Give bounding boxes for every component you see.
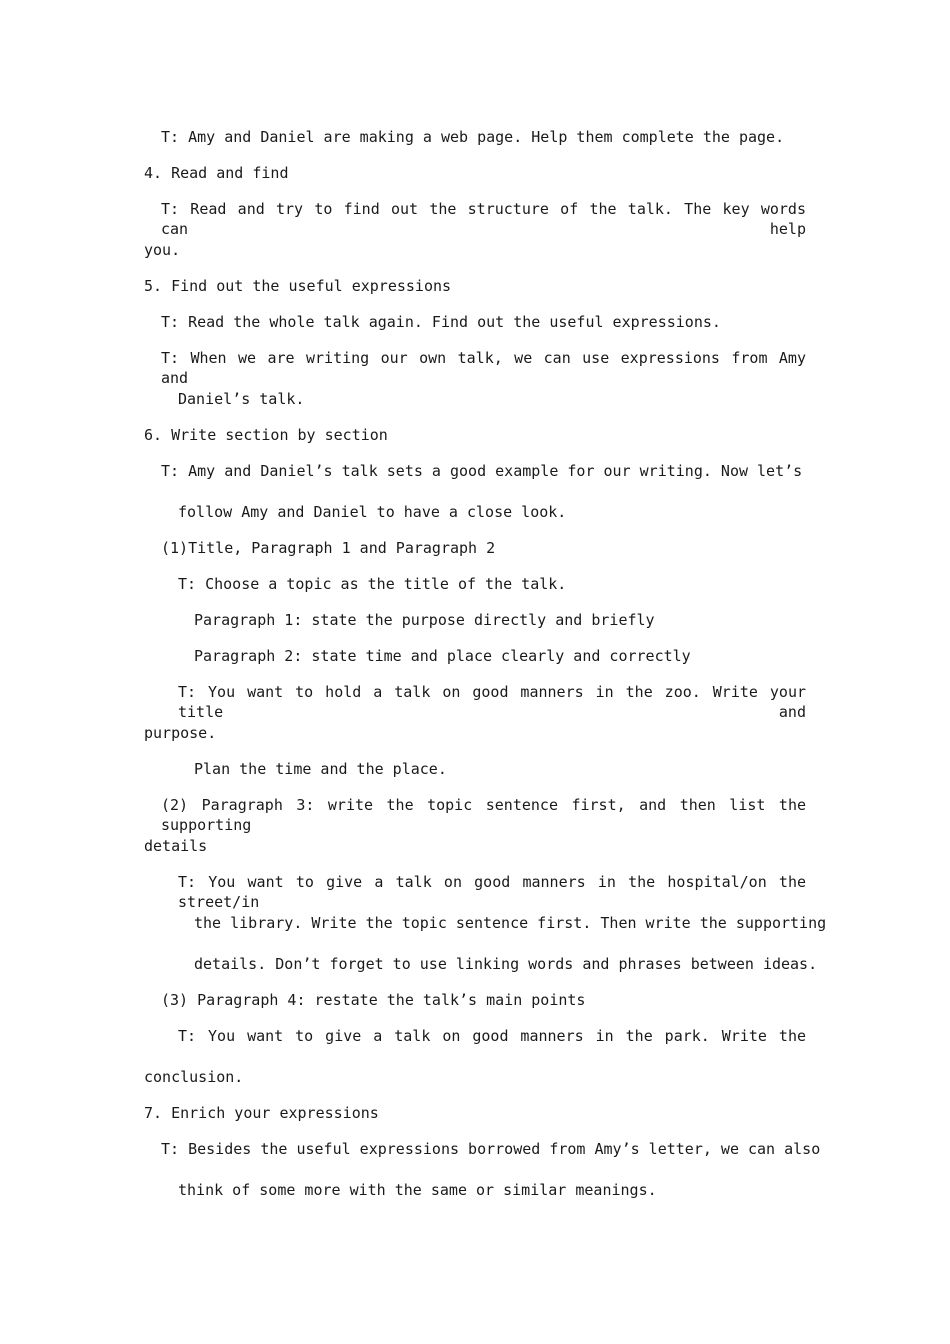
- text-line: purpose.: [144, 724, 217, 742]
- step-heading: 4. Read and find: [144, 164, 289, 182]
- step-heading: 7. Enrich your expressions: [144, 1104, 379, 1122]
- text-line: conclusion.: [144, 1068, 244, 1086]
- text-line: details: [144, 837, 208, 855]
- step-heading: 5. Find out the useful expressions: [144, 277, 452, 295]
- sub-heading: (1)Title, Paragraph 1 and Paragraph 2: [161, 539, 496, 557]
- text-line: T: Read and try to find out the structure of the talk. The key words can help: [161, 200, 806, 238]
- text-line: you.: [144, 241, 181, 259]
- text-line: Paragraph 1: state the purpose directly and briefly: [194, 611, 655, 629]
- text-line: the library. Write the topic sentence first. Then write the supporting: [194, 914, 827, 932]
- text-line: T: Read the whole talk again. Find out the useful expressions.: [161, 313, 721, 331]
- text-line: T: Choose a topic as the title of the talk.: [178, 575, 567, 593]
- text-line: T: Amy and Daniel are making a web page. Help them complete the page.: [161, 128, 785, 146]
- sub-heading: (2) Paragraph 3: write the topic sentence first, and then list the supporting: [161, 796, 806, 834]
- text-line: Plan the time and the place.: [194, 760, 447, 778]
- text-line: T: You want to give a talk on good manners in the hospital/on the street/in: [178, 873, 806, 911]
- sub-heading: (3) Paragraph 4: restate the talk’s main points: [161, 991, 586, 1009]
- text-line: T: Amy and Daniel’s talk sets a good example for our writing. Now let’s: [161, 462, 803, 480]
- text-line: T: You want to hold a talk on good manners in the zoo. Write your title and: [178, 683, 806, 721]
- text-line: Paragraph 2: state time and place clearly and correctly: [194, 647, 691, 665]
- text-line: T: Besides the useful expressions borrowed from Amy’s letter, we can also: [161, 1140, 821, 1158]
- step-heading: 6. Write section by section: [144, 426, 388, 444]
- text-line: T: You want to give a talk on good manners in the park. Write the: [178, 1027, 806, 1045]
- text-line: Daniel’s talk.: [178, 390, 305, 408]
- text-line: follow Amy and Daniel to have a close look.: [178, 503, 567, 521]
- text-line: details. Don’t forget to use linking words and phrases between ideas.: [194, 955, 818, 973]
- text-line: think of some more with the same or similar meanings.: [178, 1181, 657, 1199]
- text-line: T: When we are writing our own talk, we can use expressions from Amy and: [161, 349, 806, 387]
